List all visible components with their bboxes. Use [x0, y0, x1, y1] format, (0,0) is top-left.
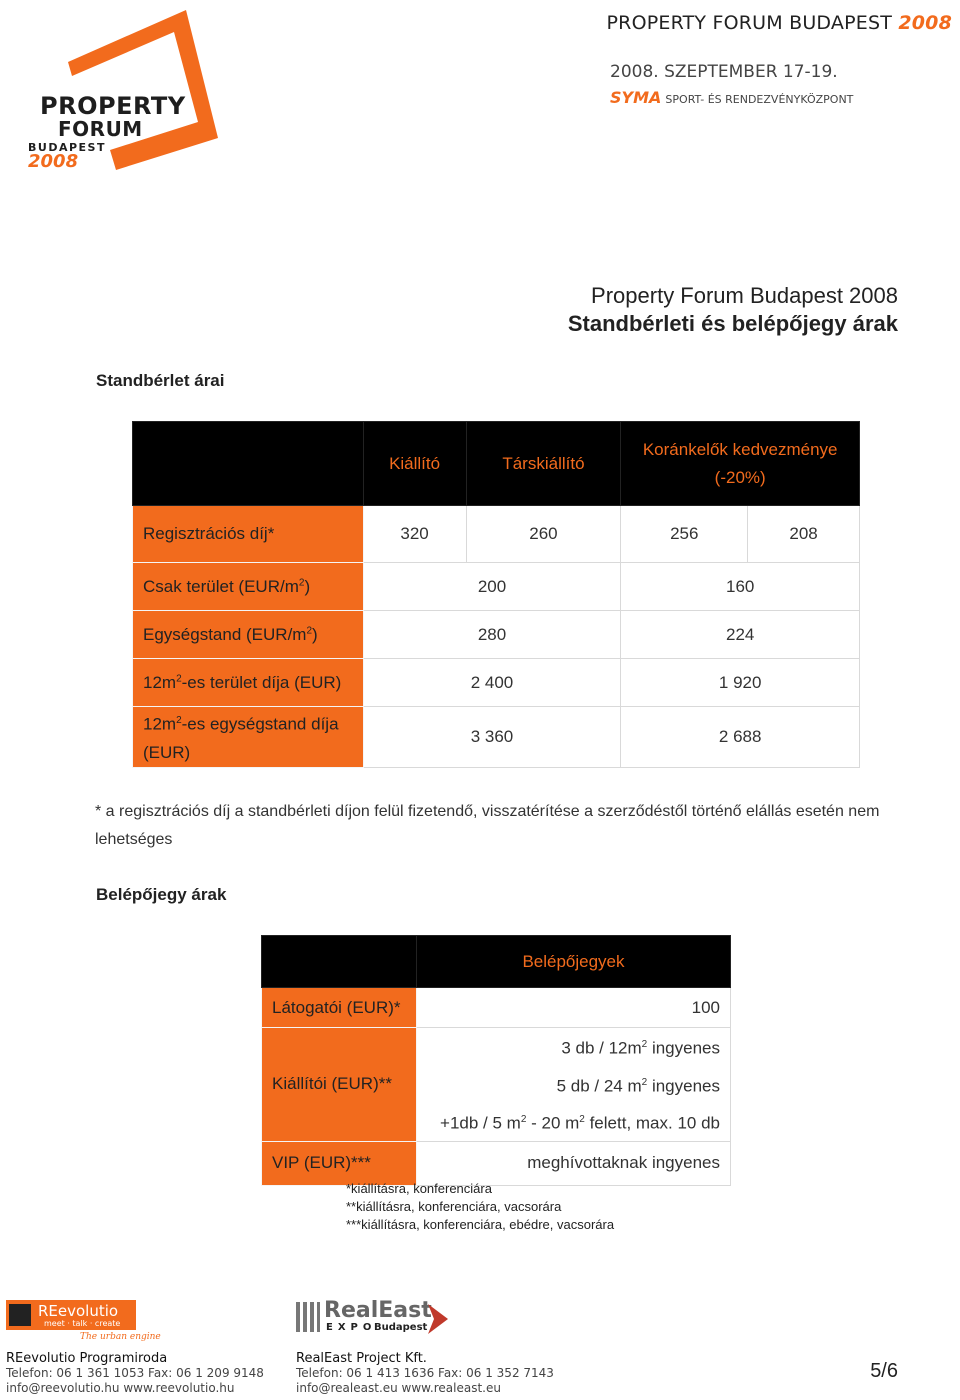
- logo-line-2: FORUM: [58, 117, 143, 141]
- label-text: ): [304, 576, 311, 596]
- event-year: 2008: [898, 12, 952, 34]
- table-row: [133, 659, 860, 707]
- footer-right-contact: [296, 1351, 554, 1396]
- header-empty-cell: [133, 422, 364, 506]
- row-label: [133, 611, 364, 659]
- label-text: -es terület díja (EUR): [181, 672, 342, 692]
- footer-left-contact: [6, 1351, 264, 1396]
- logo-line-3: BUDAPEST: [28, 141, 106, 154]
- value-line: [427, 1028, 720, 1066]
- label-sup: 2: [176, 672, 182, 684]
- reevolutio-mark-icon: [9, 1304, 31, 1326]
- label-sup: 2: [298, 576, 305, 588]
- cell-value: 260: [466, 506, 621, 563]
- row-label: Látogatói (EUR)*: [262, 988, 417, 1028]
- cell-value: 1 920: [621, 659, 860, 707]
- table-row: [133, 506, 860, 563]
- document-title: [568, 282, 898, 338]
- label-text: -es egységstand díja (EUR): [143, 714, 339, 762]
- registration-fee-note: * a regisztrációs díj a standbérleti díjon felül fizetendő, visszatérítése a szerződéstől történő elállás esetén nem lehetséges: [95, 803, 880, 848]
- doc-title-line: Property Forum Budapest 2008: [591, 283, 898, 308]
- row-label: [133, 659, 364, 707]
- footer-left-name: REevolutio Programiroda: [6, 1351, 168, 1366]
- footer-right-name: RealEast Project Kft.: [296, 1351, 427, 1366]
- row-label: Regisztrációs díj*: [133, 506, 364, 563]
- value-text: felett, max. 10 db: [584, 1113, 720, 1133]
- logo-line-1: PROPERTY: [40, 92, 186, 120]
- table-row: [133, 563, 860, 611]
- realeast-brand: RealEast: [324, 1298, 432, 1323]
- value-sup: 2: [579, 1114, 585, 1126]
- logo-text: [28, 92, 186, 172]
- realeast-expo: EXPO: [326, 1322, 377, 1333]
- ticket-footnotes: [346, 1180, 614, 1234]
- value-text: +1db / 5 m: [440, 1113, 521, 1133]
- table-row: [133, 611, 860, 659]
- event-title-text: PROPERTY FORUM BUDAPEST: [606, 12, 893, 34]
- header-early-bird: Koránkelők kedvezménye (-20%): [621, 422, 860, 506]
- label-text: Egységstand (EUR/m: [143, 624, 307, 644]
- cell-value: 280: [363, 611, 621, 659]
- value-line: [427, 1103, 720, 1141]
- reevolutio-brand: REevolutio: [38, 1302, 119, 1320]
- cell-value: 2 688: [621, 707, 860, 768]
- cell-value: 100: [416, 988, 730, 1028]
- header-tickets: Belépőjegyek: [416, 936, 730, 988]
- doc-subtitle-line: Standbérleti és belépőjegy árak: [567, 311, 898, 336]
- header-exhibitor: Kiállító: [363, 422, 466, 506]
- cell-value: 200: [363, 563, 621, 611]
- reevolutio-slogan: The urban engine: [80, 1332, 161, 1342]
- reevolutio-logo: [6, 1300, 136, 1330]
- venue-name: SPORT- ÉS RENDEZVÉNYKÖZPONT: [665, 93, 854, 106]
- ticket-price-table: [261, 935, 731, 1186]
- footnote-line: **kiállításra, konferenciára, vacsorára: [346, 1199, 562, 1214]
- event-title: [607, 12, 952, 34]
- table-row: [262, 1028, 731, 1142]
- value-text: ingyenes: [647, 1076, 720, 1096]
- row-label: [133, 563, 364, 611]
- realeast-chevron-icon: [426, 1304, 450, 1334]
- row-label: VIP (EUR)***: [262, 1141, 417, 1185]
- event-header: [607, 12, 952, 34]
- cell-value: 208: [748, 506, 860, 563]
- cell-value: 160: [621, 563, 860, 611]
- footer-left-phone: Telefon: 06 1 361 1053 Fax: 06 1 209 9148: [6, 1366, 264, 1380]
- stand-price-table: [132, 421, 860, 768]
- value-sup: 2: [641, 1039, 648, 1050]
- venue-brand: SYMA: [610, 88, 662, 107]
- value-text: ingyenes: [647, 1038, 720, 1058]
- logo-line-4: 2008: [28, 151, 79, 172]
- footnote-line: *kiállításra, konferenciára: [346, 1181, 492, 1196]
- footer-right-web: info@realeast.eu www.realeast.eu: [296, 1381, 501, 1395]
- realeast-stripes-icon: [296, 1302, 320, 1332]
- cell-value: 256: [621, 506, 748, 563]
- realeast-logo: [296, 1300, 456, 1336]
- value-sup: 2: [520, 1114, 527, 1126]
- header-empty-cell: [262, 936, 417, 988]
- cell-value: [416, 1028, 730, 1142]
- table-row: [262, 988, 731, 1028]
- footer-left-web: info@reevolutio.hu www.reevolutio.hu: [6, 1381, 235, 1395]
- value-text: - 20 m: [526, 1113, 580, 1133]
- page-number: 5/6: [870, 1360, 898, 1382]
- table-row: [262, 1141, 731, 1185]
- footer-right-phone: Telefon: 06 1 413 1636 Fax: 06 1 352 7143: [296, 1366, 554, 1380]
- label-sup: 2: [176, 715, 182, 726]
- label-text: ): [312, 624, 318, 644]
- row-label: Kiállítói (EUR)**: [262, 1028, 417, 1142]
- footnote-line: ***kiállításra, konferenciára, ebédre, vacsorára: [346, 1217, 615, 1232]
- value-sup: 2: [641, 1076, 648, 1088]
- table-header-row: [133, 422, 860, 506]
- label-text: 12m: [143, 714, 177, 734]
- cell-value: meghívottaknak ingyenes: [416, 1141, 730, 1185]
- event-date: 2008. SZEPTEMBER 17-19.: [610, 62, 838, 82]
- value-line: [427, 1066, 720, 1104]
- reevolutio-tagline: meet · talk · create: [44, 1319, 121, 1328]
- label-text: 12m: [143, 672, 177, 692]
- cell-value: 224: [621, 611, 860, 659]
- value-text: 5 db / 24 m: [556, 1076, 642, 1096]
- table-row: [133, 707, 860, 768]
- ticket-section-title: Belépőjegy árak: [96, 885, 227, 904]
- cell-value: 3 360: [363, 707, 621, 768]
- label-sup: 2: [306, 624, 313, 636]
- event-venue: [610, 88, 853, 107]
- cell-value: 320: [363, 506, 466, 563]
- label-text: Csak terület (EUR/m: [143, 576, 299, 596]
- row-label: [133, 707, 364, 768]
- table-header-row: [262, 936, 731, 988]
- realeast-city: Budapest: [374, 1322, 428, 1333]
- cell-value: 2 400: [363, 659, 621, 707]
- value-text: 3 db / 12m: [561, 1038, 642, 1058]
- stand-section-title: Standbérlet árai: [96, 371, 225, 390]
- header-co-exhibitor: Társkiállító: [466, 422, 621, 506]
